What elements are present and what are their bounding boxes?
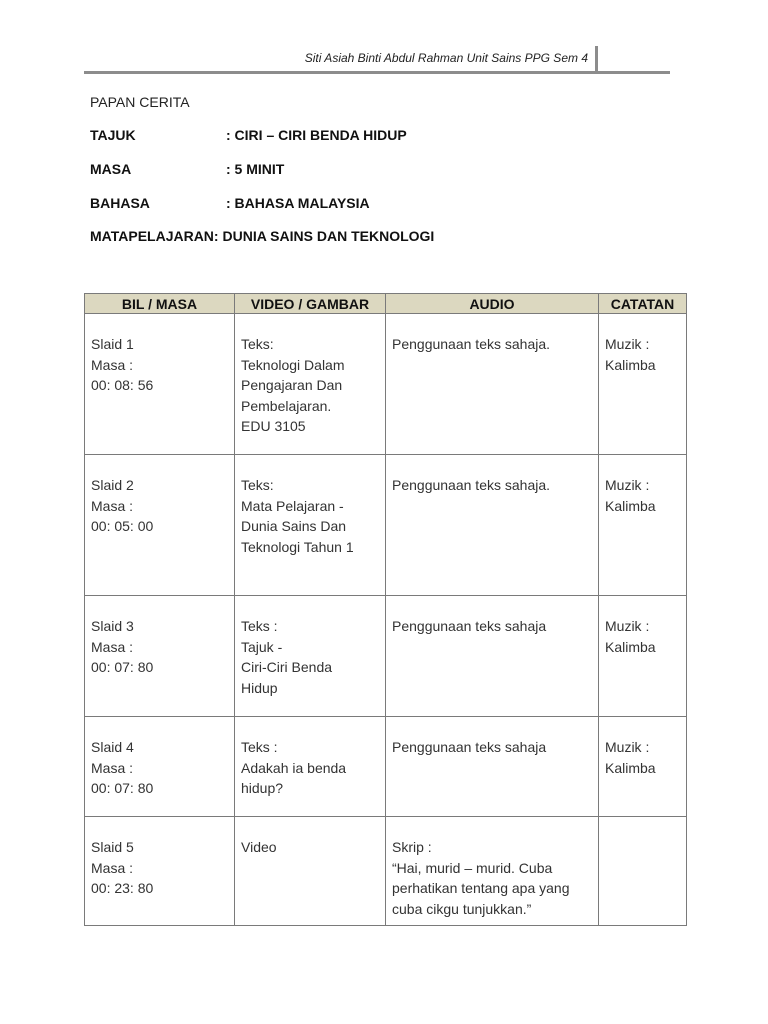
- storyboard-table: [84, 293, 687, 926]
- cell-line: Teks:: [241, 477, 274, 493]
- cell-line: perhatikan tentang apa yang: [392, 880, 570, 896]
- cell-line: 00: 07: 80: [91, 659, 154, 675]
- table-row: [85, 455, 687, 596]
- column-header-catatan: CATATAN: [599, 294, 687, 314]
- cell-line: Video: [241, 839, 277, 855]
- cell-video-gambar: [235, 455, 386, 596]
- column-header-video-gambar: VIDEO / GAMBAR: [235, 294, 386, 314]
- cell-audio: [386, 596, 599, 717]
- cell-line: Teks :: [241, 618, 278, 634]
- column-header-bil-masa: BIL / MASA: [85, 294, 235, 314]
- cell-catatan: [599, 717, 687, 817]
- cell-line: Hidup: [241, 679, 278, 696]
- cell-line: Penggunaan teks sahaja: [392, 618, 547, 634]
- cell-line: Penggunaan teks sahaja.: [392, 336, 551, 352]
- cell-line: Teks :: [241, 739, 278, 755]
- table-header-row: [85, 294, 687, 314]
- cell-bil-masa: [85, 455, 235, 596]
- cell-line: Slaid 4: [91, 739, 134, 755]
- cell-line: Teknologi Dalam: [241, 356, 345, 373]
- cell-line: Slaid 1: [91, 336, 134, 352]
- cell-line: 00: 23: 80: [91, 880, 154, 896]
- cell-line: Skrip :: [392, 839, 432, 855]
- cell-line: 00: 05: 00: [91, 518, 154, 534]
- cell-line: Slaid 3: [91, 618, 134, 634]
- cell-line: Mata Pelajaran -: [241, 497, 344, 514]
- cell-bil-masa: [85, 596, 235, 717]
- cell-line: Teks:: [241, 336, 274, 352]
- meta-key: MATAPELAJARAN:: [90, 228, 219, 244]
- cell-line: Tajuk -: [241, 638, 283, 655]
- cell-line: Kalimba: [605, 638, 656, 655]
- cell-line: Masa :: [91, 356, 134, 373]
- header-author-text: Siti Asiah Binti Abdul Rahman Unit Sains PPG Sem 4: [304, 51, 588, 65]
- cell-line: Slaid 5: [91, 839, 134, 855]
- cell-audio: [386, 314, 599, 455]
- cell-line: cuba cikgu tunjukkan.”: [392, 900, 532, 917]
- meta-row-tajuk: [90, 127, 407, 143]
- cell-line: Masa :: [91, 759, 134, 776]
- meta-value: : 5 MINIT: [226, 161, 285, 177]
- cell-line: Masa :: [91, 638, 134, 655]
- cell-line: Muzik :: [605, 618, 650, 634]
- meta-value: : BAHASA MALAYSIA: [226, 195, 370, 211]
- cell-line: “Hai, murid – murid. Cuba: [392, 859, 553, 876]
- cell-line: 00: 07: 80: [91, 780, 154, 796]
- cell-line: Pengajaran Dan: [241, 377, 343, 393]
- meta-value: : CIRI – CIRI BENDA HIDUP: [226, 127, 407, 143]
- cell-line: Kalimba: [605, 356, 656, 373]
- cell-line: 00: 08: 56: [91, 377, 154, 393]
- cell-video-gambar: [235, 817, 386, 926]
- cell-bil-masa: [85, 817, 235, 926]
- cell-line: Kalimba: [605, 497, 656, 514]
- cell-line: Dunia Sains Dan: [241, 518, 347, 534]
- table-row: [85, 596, 687, 717]
- cell-line: Kalimba: [605, 759, 656, 776]
- cell-catatan: [599, 455, 687, 596]
- column-header-audio: AUDIO: [386, 294, 599, 314]
- cell-line: Pembelajaran.: [241, 397, 332, 414]
- cell-line: Penggunaan teks sahaja: [392, 739, 547, 755]
- cell-line: Ciri-Ciri Benda: [241, 659, 333, 675]
- meta-row-masa: [90, 161, 284, 177]
- cell-line: Teknologi Tahun 1: [241, 538, 354, 555]
- cell-line: Slaid 2: [91, 477, 134, 493]
- cell-catatan: [599, 314, 687, 455]
- table-row: [85, 717, 687, 817]
- meta-row-bahasa: [90, 195, 370, 211]
- meta-row-matapelajaran: [90, 228, 434, 244]
- meta-key: MASA: [90, 161, 132, 177]
- cell-line: Masa :: [91, 859, 134, 876]
- cell-catatan: [599, 817, 687, 926]
- table-row: [85, 817, 687, 926]
- cell-audio: [386, 455, 599, 596]
- meta-value: DUNIA SAINS DAN TEKNOLOGI: [222, 228, 435, 244]
- cell-audio: [386, 817, 599, 926]
- cell-video-gambar: [235, 596, 386, 717]
- meta-key: TAJUK: [90, 127, 136, 143]
- header-rule: [84, 71, 670, 74]
- cell-bil-masa: [85, 717, 235, 817]
- document-label: PAPAN CERITA: [90, 94, 190, 110]
- cell-line: EDU 3105: [241, 418, 306, 434]
- cell-line: Adakah ia benda: [241, 759, 347, 776]
- cell-catatan: [599, 596, 687, 717]
- cell-bil-masa: [85, 314, 235, 455]
- header-divider: [595, 46, 598, 72]
- cell-line: Muzik :: [605, 336, 650, 352]
- cell-line: Muzik :: [605, 477, 650, 493]
- meta-key: BAHASA: [90, 195, 150, 211]
- cell-line: Penggunaan teks sahaja.: [392, 477, 551, 493]
- cell-line: hidup?: [241, 780, 284, 796]
- cell-video-gambar: [235, 314, 386, 455]
- table-row: [85, 314, 687, 455]
- cell-audio: [386, 717, 599, 817]
- cell-line: Masa :: [91, 497, 134, 514]
- cell-line: Muzik :: [605, 739, 650, 755]
- cell-video-gambar: [235, 717, 386, 817]
- page-header: [84, 44, 670, 74]
